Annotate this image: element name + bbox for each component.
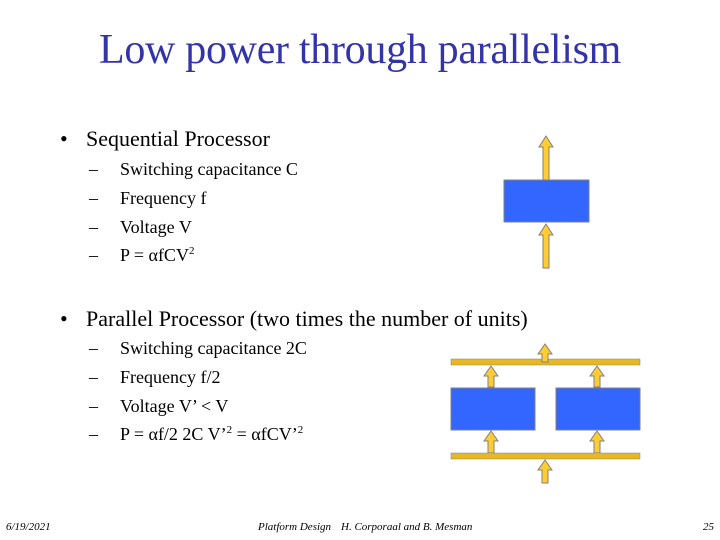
processor-box-2 (556, 388, 640, 430)
sequential-heading: Sequential Processor (86, 126, 270, 151)
processor-box-1 (451, 388, 535, 430)
input-bus (451, 453, 640, 459)
footer-date: 6/19/2021 (6, 521, 51, 533)
bullet-dot: • (60, 126, 68, 151)
parallel-item: – Switching capacitance 2C (89, 338, 307, 358)
sequential-item: – Switching capacitance C (89, 159, 298, 179)
footer-title: Platform Design (258, 521, 332, 533)
input-arrow-icon (538, 460, 552, 483)
processor-box (504, 180, 589, 222)
sequential-processor-diagram (504, 136, 589, 268)
sequential-item: – Voltage V (89, 217, 192, 237)
slide-title: Low power through parallelism (98, 27, 621, 73)
parallel-item: – Voltage V’ < V (89, 396, 229, 416)
unit-output-arrow-icon (590, 366, 604, 387)
sequential-item: – Frequency f (89, 188, 207, 208)
parallel-processor-diagram (451, 344, 640, 483)
parallel-power-formula: – P = αf/2 2C V’$^2$ = αfCV’$^2$ (89, 424, 304, 444)
sequential-power-formula: – P = αfCV$^2$ (89, 245, 195, 265)
parallel-heading: Parallel Processor (two times the number of units) (86, 306, 528, 331)
parallel-item: – Frequency f/2 (89, 367, 221, 387)
bullet-dot: • (60, 306, 68, 331)
page-number: 25 (703, 521, 714, 533)
unit-output-arrow-icon (484, 366, 498, 387)
output-arrow-icon (539, 136, 553, 180)
unit-input-arrow-icon (590, 431, 604, 453)
input-arrow-icon (539, 224, 553, 268)
footer-authors: H. Corporaal and B. Mesman (341, 521, 473, 533)
unit-input-arrow-icon (484, 431, 498, 453)
